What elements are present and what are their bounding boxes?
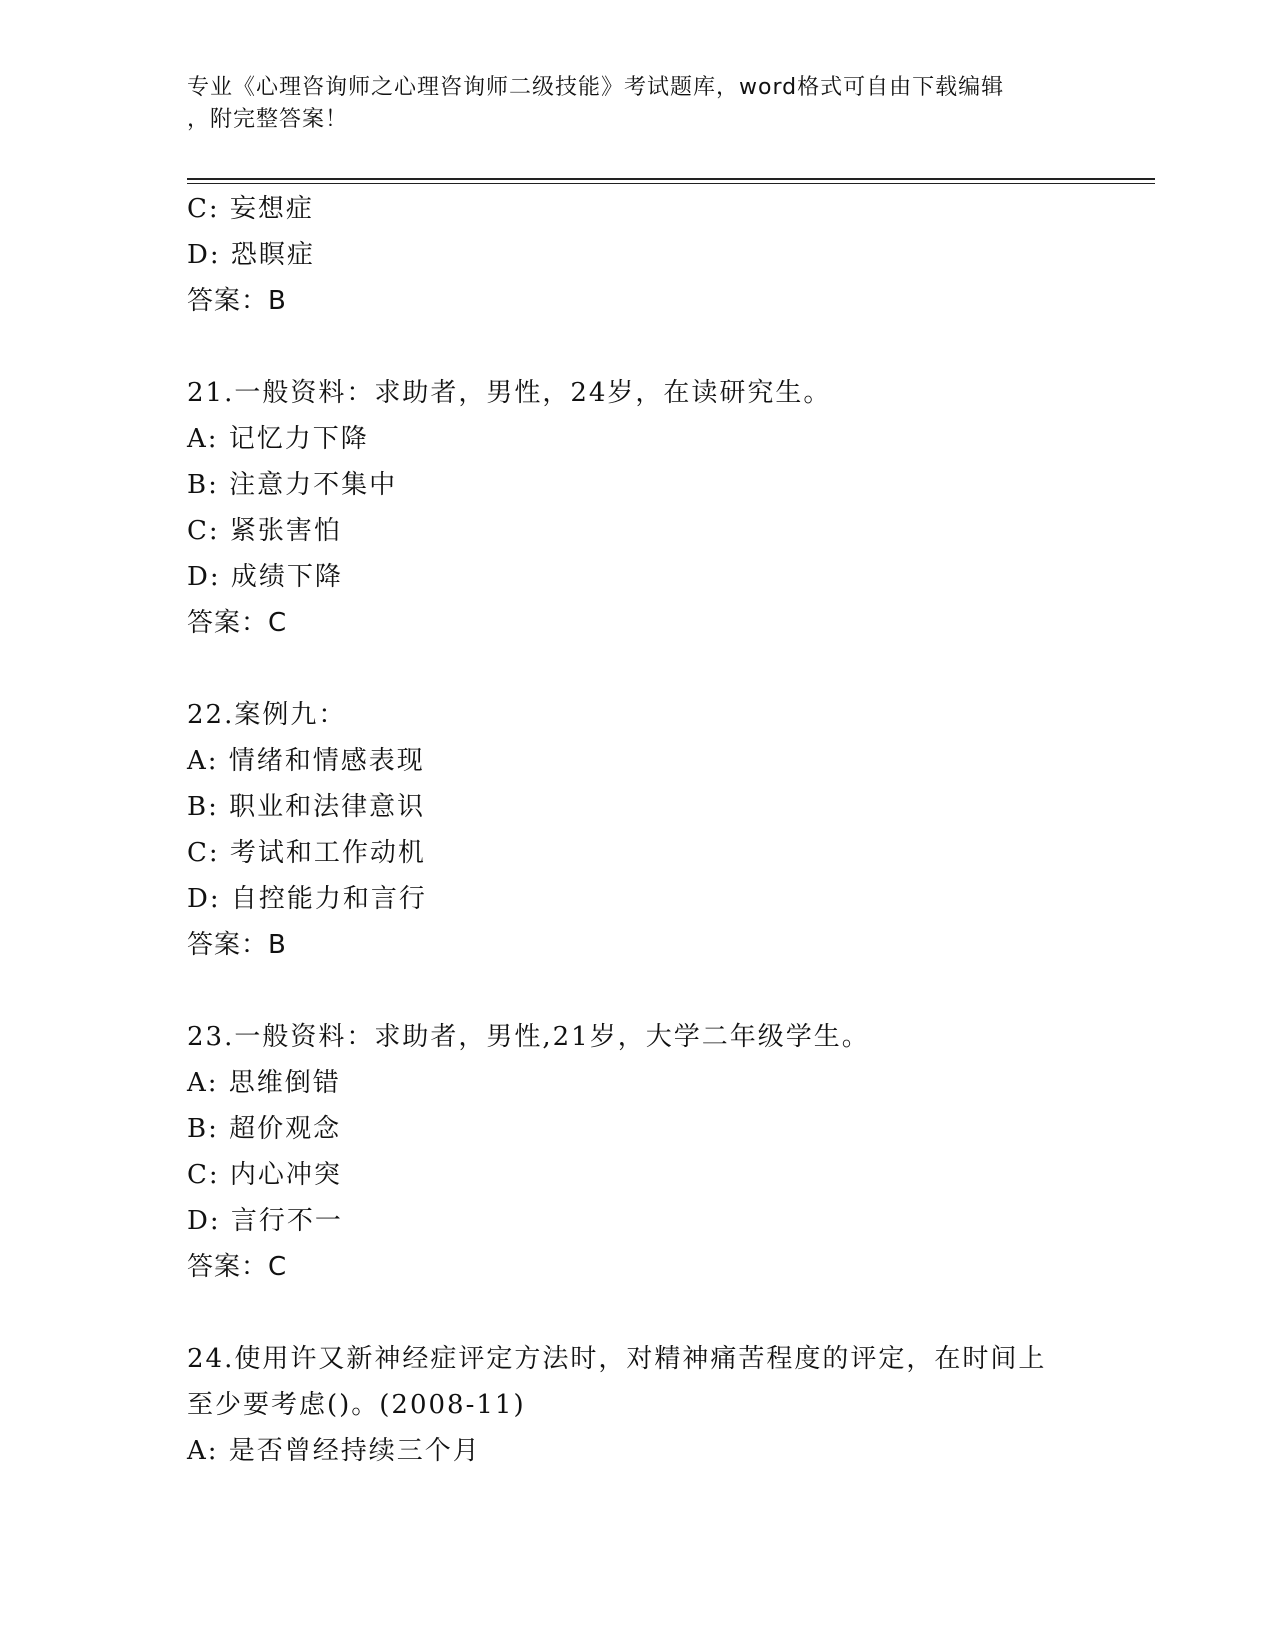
question-list (187, 186, 1087, 1474)
option-d: D: 成绩下降 (187, 562, 343, 592)
option-a: A: 是否曾经持续三个月 (187, 1436, 481, 1466)
header-divider-thin (187, 183, 1155, 184)
question-title: 21.一般资料：求助者，男性，24岁，在读研究生。 (187, 378, 832, 408)
question-block-22 (187, 692, 1087, 968)
option-b: B: 职业和法律意识 (187, 792, 426, 822)
option-a: A: 思维倒错 (187, 1068, 341, 1098)
page-header (187, 72, 1067, 136)
option-c: C: 妄想症 (187, 194, 314, 224)
option-c: C: 考试和工作动机 (187, 838, 426, 868)
question-title: 23.一般资料：求助者，男性,21岁，大学二年级学生。 (187, 1022, 870, 1052)
option-b: B: 超价观念 (187, 1114, 342, 1144)
question-title-line-1: 24.使用许又新神经症评定方法时，对精神痛苦程度的评定，在时间上 (187, 1344, 1047, 1374)
question-title: 22.案例九： (187, 700, 347, 730)
option-a: A: 情绪和情感表现 (187, 746, 425, 776)
answer-line: 答案：C (187, 608, 288, 638)
answer-line: 答案：B (187, 930, 287, 960)
option-c: C: 紧张害怕 (187, 516, 342, 546)
option-d: D: 言行不一 (187, 1206, 343, 1236)
answer-line: 答案：B (187, 286, 287, 316)
header-line-2: ，附完整答案！ (187, 107, 349, 132)
question-block-23 (187, 1014, 1087, 1290)
option-b: B: 注意力不集中 (187, 470, 398, 500)
question-block-24 (187, 1336, 1087, 1474)
option-d: D: 恐瞑症 (187, 240, 315, 270)
header-divider-thick (187, 178, 1155, 180)
question-title-line-2: 至少要考虑()。(2008-11) (187, 1390, 526, 1420)
answer-line: 答案：C (187, 1252, 288, 1282)
question-block-21 (187, 370, 1087, 646)
header-line-1: 专业《心理咨询师之心理咨询师二级技能》考试题库，word格式可自由下载编辑 (187, 75, 1005, 100)
option-c: C: 内心冲突 (187, 1160, 342, 1190)
question-block-20 (187, 186, 1087, 324)
option-d: D: 自控能力和言行 (187, 884, 427, 914)
option-a: A: 记忆力下降 (187, 424, 369, 454)
